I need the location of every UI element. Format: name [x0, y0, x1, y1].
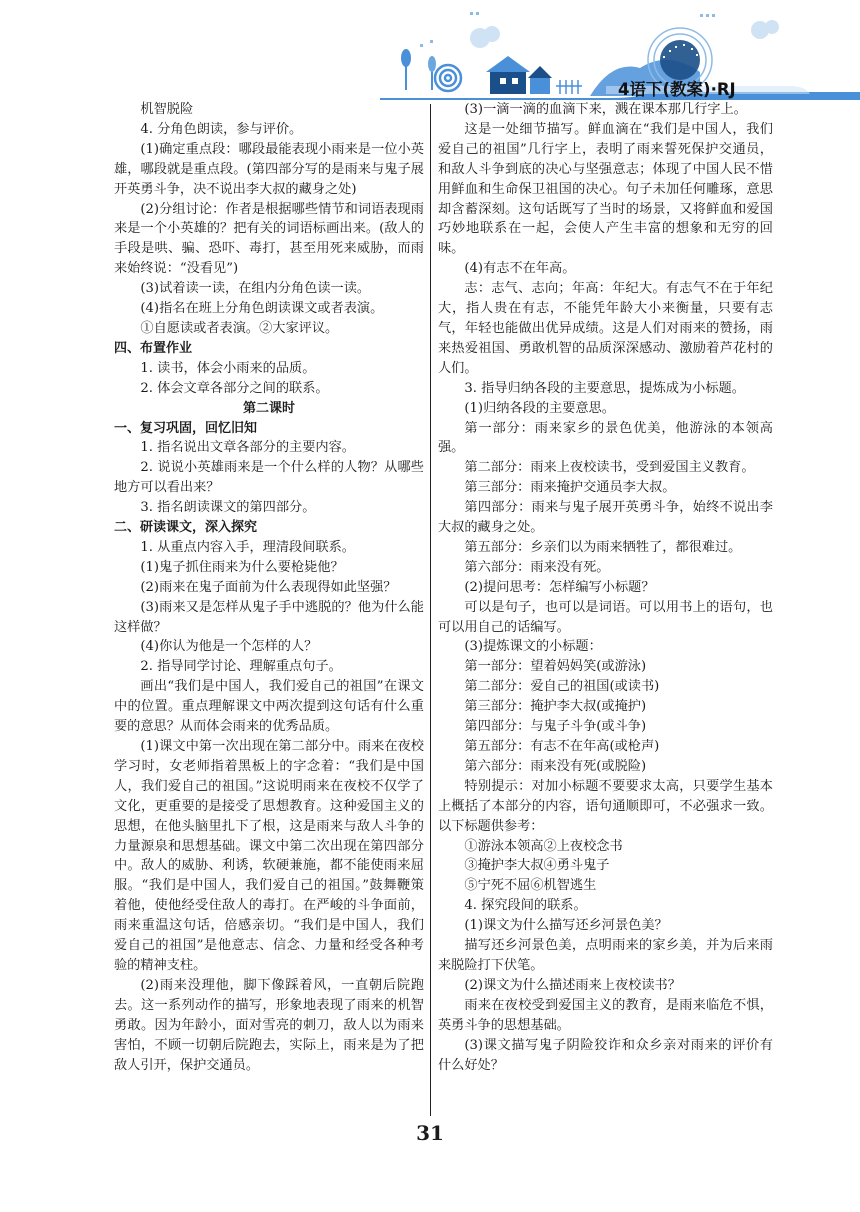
house-icon	[486, 56, 552, 94]
paragraph: (1)确定重点段：哪段最能表现小雨来是一位小英雄，哪段就是重点段。(第四部分写的是雨来与鬼子展开英勇斗争，决不说出李大叔的藏身之处)	[114, 141, 424, 197]
paragraph: 第一部分：望着妈妈笑(或游泳)	[464, 659, 647, 675]
paragraph: 2. 体会文章各部分之间的联系。	[140, 380, 329, 396]
paragraph: 志：志气、志向；年高：年纪大。有志气不在于年纪大，指人贵在有志，不能凭年龄大小来衡量，只要有志气，年轻也能做出优异成绩。这是人们对雨来的赞扬，雨来热爱祖国、勇敢机智的品质深深感动、激励着芦花村的人们。	[438, 281, 773, 376]
paragraph: 雨来在夜校受到爱国主义的教育，是雨来临危不惧，英勇斗争的思想基础。	[438, 997, 773, 1033]
left-column	[114, 100, 424, 1075]
paragraph: (2)雨来在鬼子面前为什么表现得如此坚强？	[140, 579, 397, 595]
paragraph: 3. 指名朗读课文的第四部分。	[140, 500, 316, 516]
paragraph: 第六部分：雨来没有死(或脱险)	[464, 758, 647, 774]
paragraph: ③掩护李大叔④勇斗鬼子	[464, 858, 610, 874]
paragraph: (2)分组讨论：作者是根据哪些情节和词语表现雨来是一个小英雄的？把有关的词语标画出来。(敌人的手段是哄、骗、恐吓、毒打，甚至用死来威胁，而雨来始终说：“没看见”)	[114, 201, 424, 277]
paragraph: (3)提炼课文的小标题：	[464, 639, 602, 655]
paragraph: 2. 说说小英雄雨来是一个什么样的人物？从哪些地方可以看出来？	[114, 460, 424, 496]
lesson-heading: 第二课时	[242, 400, 295, 416]
paragraph: (4)你认为他是一个怎样的人？	[140, 639, 318, 655]
swirl-icon	[435, 65, 461, 91]
paragraph: (4)有志不在年高。	[464, 261, 576, 277]
paragraph: 画出“我们是中国人，我们爱自己的祖国”在课文中的位置。重点理解课文中两次提到这句话有什么重要的意思？从而体会雨来的优秀品质。	[114, 679, 424, 735]
paragraph: (2)课文为什么描述雨来上夜校读书？	[464, 977, 681, 993]
paragraph: 机智脱险	[140, 102, 194, 117]
paragraph: 1. 指名说出文章各部分的主要内容。	[140, 440, 355, 456]
section-heading: 一、复习巩固，回忆旧知	[114, 420, 258, 436]
paragraph: 4. 分角色朗读，参与评价。	[140, 121, 303, 137]
paragraph: 描写还乡河景色美，点明雨来的家乡美，并为后来雨来脱险打下伏笔。	[438, 938, 773, 973]
paragraph: 第四部分：雨来与鬼子展开英勇斗争，始终不说出李大叔的藏身之处。	[438, 500, 773, 536]
paragraph: 第五部分：乡亲们以为雨来牺牲了，都很难过。	[464, 539, 742, 555]
paragraph: 4. 探究段间的联系。	[464, 898, 587, 914]
paragraph: (3)雨来又是怎样从鬼子手中逃脱的？他为什么能这样做？	[114, 599, 424, 635]
paragraph: (3)试着读一读，在组内分角色读一读。	[140, 281, 371, 297]
paragraph: 第二部分：爱自己的祖国(或读书)	[464, 679, 660, 695]
paragraph: 特别提示：对加小标题不要要求太高，只要学生基本上概括了本部分的内容，语句通顺即可，不必强求一致。以下标题供参考：	[438, 778, 773, 834]
paragraph: 第六部分：雨来没有死。	[464, 559, 610, 575]
paragraph: 这是一处细节描写。鲜血滴在“我们是中国人，我们爱自己的祖国”几行字上，表明了雨来誓死保护交通员，和敌人斗争到底的决心与坚强意志；体现了中国人民不惜用鲜血和生命保卫祖国的决心。句子未加任何雕琢，意思却含蓄深刻。这句话既写了当时的场景，又将鲜血和爱国巧妙地联系在一起，会使人产生丰富的想象和无穷的回味。	[438, 121, 773, 257]
paragraph: 第四部分：与鬼子斗争(或斗争)	[464, 719, 647, 735]
tree-icon	[401, 49, 436, 90]
paragraph: 第三部分：雨来掩护交通员李大叔。	[464, 480, 676, 496]
paragraph: 可以是句子，也可以是词语。可以用书上的语句，也可以用自己的话编写。	[438, 599, 773, 635]
paragraph: (1)鬼子抓住雨来为什么要枪毙他？	[140, 559, 344, 575]
paragraph: 第三部分：掩护李大叔(或掩护)	[464, 699, 647, 715]
paragraph: ①自愿读或者表演。②大家评议。	[140, 320, 339, 336]
paragraph: (3)一滴一滴的血滴下来，溅在课本那几行字上。	[464, 102, 747, 117]
paragraph: 第一部分：雨来家乡的景色优美，他游泳的本领高强。	[438, 420, 773, 456]
paragraph: 1. 从重点内容入手，理清段间联系。	[140, 539, 355, 555]
page-header	[0, 0, 860, 105]
paragraph: (3)课文描写鬼子阴险狡诈和众乡亲对雨来的评价有什么好处？	[438, 1037, 773, 1073]
paragraph: (1)课文为什么描写还乡河景色美？	[464, 918, 668, 934]
section-heading: 二、研读课文，深入探究	[114, 520, 258, 536]
page-number: 31	[416, 1121, 444, 1145]
section-heading: 四、布置作业	[114, 340, 193, 356]
paragraph: (2)雨来没理他，脚下像踩着风，一直朝后院跑去。这一系列动作的描写，形象地表现了雨来的机智勇敢。因为年龄小，面对雪亮的刺刀，敌人以为雨来害怕，不顾一切朝后院跑去，实际上，雨来是为了把敌人引开，保护交通员。	[114, 977, 424, 1073]
paragraph: ⑤宁死不屈⑥机智逃生	[464, 878, 597, 894]
paragraph: (2)提问思考：怎样编写小标题？	[464, 579, 655, 595]
column-divider	[430, 104, 431, 1116]
book-title: 4语下(教案)·RJ	[618, 80, 736, 99]
right-column	[438, 100, 773, 1075]
paragraph: 第五部分：有志不在年高(或枪声)	[464, 739, 660, 754]
paragraph: 3. 指导归纳各段的主要意思，提炼成为小标题。	[464, 380, 745, 396]
paragraph: 1. 读书，体会小雨来的品质。	[140, 360, 316, 376]
paragraph: (4)指名在班上分角色朗读课文或者表演。	[140, 301, 384, 317]
paragraph: (1)课文中第一次出现在第二部分中。雨来在夜校学习时，女老师指着黑板上的字念着：“我们是中国人，我们爱自己的祖国。”这说明雨来在夜校不仅学了文化，更重要的是接受了思想教育。这种爱国主义的思想，在他头脑里扎下了根，这是雨来与敌人斗争的力量源泉和思想基础。课文中第二次出现在第四部分中。敌人的威胁、利诱，软硬兼施，都不能使雨来屈服。“我们是中国人，我们爱自己的祖国。”鼓舞鞭策着他，使他经受住敌人的毒打。在严峻的斗争面前，雨来重温这句话，倍感亲切。“我们是中国人，我们爱自己的祖国”是他意志、信念、力量和经受各种考验的精神支柱。	[114, 739, 424, 973]
paragraph: (1)归纳各段的主要意思。	[464, 400, 615, 416]
paragraph: 第二部分：雨来上夜校读书，受到爱国主义教育。	[464, 460, 755, 476]
paragraph: ①游泳本领高②上夜校念书	[464, 838, 623, 854]
paragraph: 2. 指导同学讨论、理解重点句子。	[140, 659, 342, 675]
